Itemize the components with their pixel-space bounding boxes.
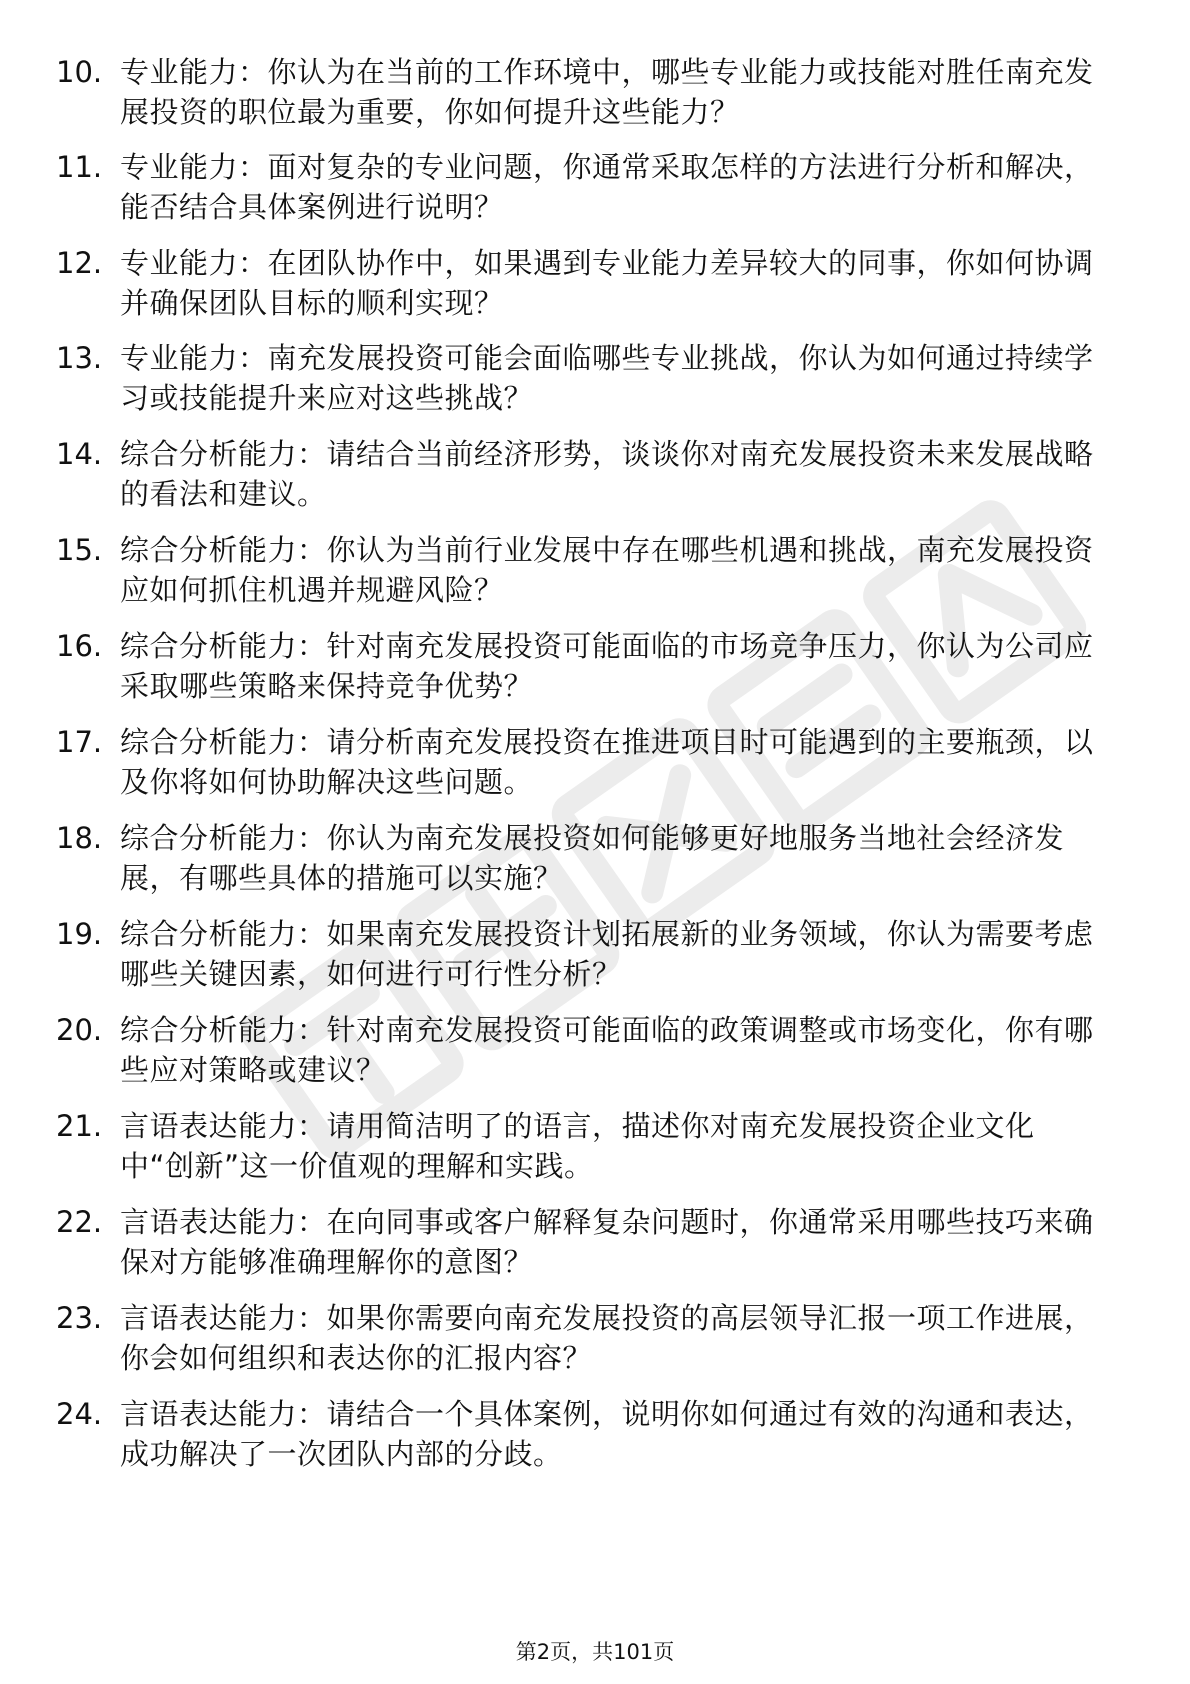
question-number: 16. (56, 629, 103, 663)
question-number: 11. (56, 150, 103, 184)
question-item (56, 1202, 1116, 1282)
question-number: 13. (56, 341, 103, 375)
question-number: 22. (56, 1205, 103, 1239)
question-text: 专业能力：南充发展投资可能会面临哪些专业挑战，你认为如何通过持续学习或技能提升来应对这些挑战？ (120, 341, 1094, 415)
question-text: 言语表达能力：在向同事或客户解释复杂问题时，你通常采用哪些技巧来确保对方能够准确理解你的意图？ (120, 1205, 1094, 1279)
question-text: 专业能力：在团队协作中，如果遇到专业能力差异较大的同事，你如何协调并确保团队目标的顺利实现？ (120, 246, 1094, 320)
question-number: 23. (56, 1301, 103, 1335)
question-number: 17. (56, 725, 103, 759)
question-number: 21. (56, 1109, 103, 1143)
question-item (56, 530, 1116, 610)
question-item (56, 1106, 1116, 1186)
question-item (56, 243, 1116, 323)
question-text: 专业能力：你认为在当前的工作环境中，哪些专业能力或技能对胜任南充发展投资的职位最为重要，你如何提升这些能力？ (120, 55, 1094, 129)
question-number: 10. (56, 55, 103, 89)
question-number: 20. (56, 1013, 103, 1047)
question-text: 综合分析能力：如果南充发展投资计划拓展新的业务领域，你认为需要考虑哪些关键因素，如何进行可行性分析？ (120, 917, 1094, 991)
question-number: 12. (56, 246, 103, 280)
question-text: 综合分析能力：请结合当前经济形势，谈谈你对南充发展投资未来发展战略的看法和建议。 (120, 437, 1094, 511)
question-text: 综合分析能力：请分析南充发展投资在推进项目时可能遇到的主要瓶颈，以及你将如何协助解决这些问题。 (120, 725, 1094, 799)
question-text: 综合分析能力：你认为当前行业发展中存在哪些机遇和挑战，南充发展投资应如何抓住机遇并规避风险？ (120, 533, 1094, 607)
page-footer: 第2页，共101页 (515, 1640, 675, 1664)
question-text: 专业能力：面对复杂的专业问题，你通常采取怎样的方法进行分析和解决，能否结合具体案例进行说明？ (120, 150, 1094, 224)
question-item (56, 914, 1116, 994)
question-number: 19. (56, 917, 103, 951)
question-text: 综合分析能力：你认为南充发展投资如何能够更好地服务当地社会经济发展，有哪些具体的措施可以实施？ (120, 821, 1065, 895)
question-text: 综合分析能力：针对南充发展投资可能面临的政策调整或市场变化，你有哪些应对策略或建议？ (120, 1013, 1094, 1087)
question-number: 14. (56, 437, 103, 471)
question-item (56, 147, 1116, 227)
question-item (56, 52, 1116, 132)
question-item (56, 722, 1116, 802)
question-text: 言语表达能力：请用简洁明了的语言，描述你对南充发展投资企业文化中“创新”这一价值观的理解和实践。 (120, 1109, 1035, 1183)
question-item (56, 434, 1116, 514)
question-number: 24. (56, 1397, 103, 1431)
question-item (56, 626, 1116, 706)
question-item (56, 1298, 1116, 1378)
question-item (56, 338, 1116, 418)
question-item (56, 1394, 1116, 1474)
question-text: 言语表达能力：请结合一个具体案例，说明你如何通过有效的沟通和表达，成功解决了一次团队内部的分歧。 (120, 1397, 1094, 1471)
question-text: 综合分析能力：针对南充发展投资可能面临的市场竞争压力，你认为公司应采取哪些策略来保持竞争优势？ (120, 629, 1094, 703)
question-item (56, 818, 1116, 898)
question-text: 言语表达能力：如果你需要向南充发展投资的高层领导汇报一项工作进展，你会如何组织和表达你的汇报内容？ (120, 1301, 1094, 1375)
question-number: 15. (56, 533, 103, 567)
question-number: 18. (56, 821, 103, 855)
question-item (56, 1010, 1116, 1090)
